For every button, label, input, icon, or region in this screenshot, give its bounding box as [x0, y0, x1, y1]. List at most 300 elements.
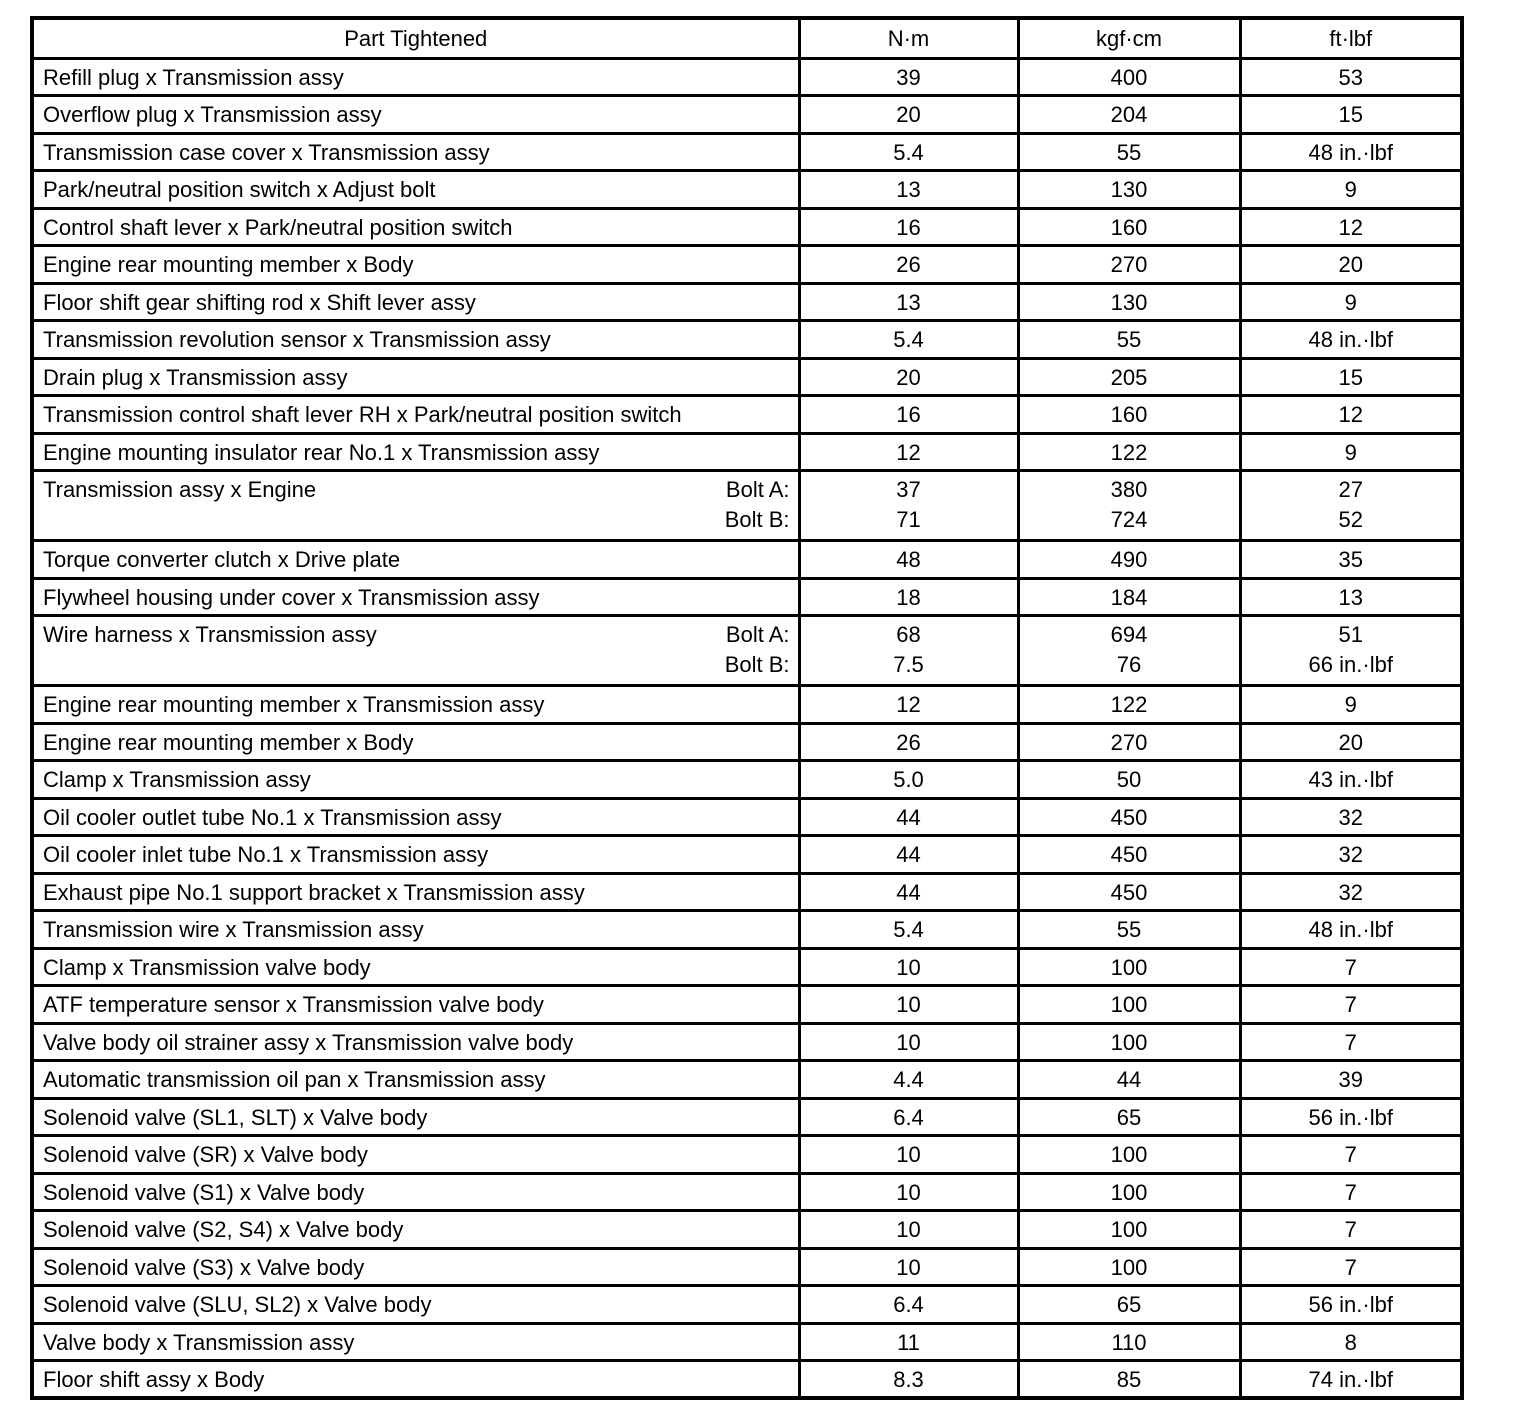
torque-value: 7.5 [893, 652, 924, 677]
ftlbf-value-cell [1240, 1248, 1462, 1286]
torque-value: 11 [897, 1329, 920, 1355]
torque-value: 26 [896, 729, 921, 755]
nm-value-cell [799, 358, 1018, 396]
part-name: Transmission wire x Transmission assy [43, 917, 424, 942]
table-row [32, 321, 1462, 359]
table-row [32, 246, 1462, 284]
part-name: Drain plug x Transmission assy [43, 364, 348, 390]
part-tightened-cell [32, 246, 799, 284]
kgfcm-value-cell [1018, 1323, 1240, 1361]
torque-value: 205 [1110, 364, 1148, 390]
table-row [32, 541, 1462, 579]
table-row [32, 911, 1462, 949]
table-row [32, 1323, 1462, 1361]
torque-value: 32 [1338, 879, 1363, 905]
nm-value-cell [799, 798, 1018, 836]
torque-value: 56 in.·lbf [1308, 1104, 1393, 1130]
kgfcm-value-cell [1018, 541, 1240, 579]
torque-value: 130 [1110, 289, 1148, 315]
part-name: Wire harness x Transmission assy [43, 622, 377, 647]
torque-value: 10 [896, 992, 921, 1017]
ftlbf-value-cell [1240, 1136, 1462, 1174]
part-name: Park/neutral position switch x Adjust bolt [43, 177, 436, 202]
nm-value-cell [799, 1361, 1018, 1399]
torque-value: 100 [1110, 1029, 1148, 1055]
col-header-ftlbf: ft·lbf [1240, 18, 1462, 58]
part-name: Clamp x Transmission valve body [43, 954, 371, 980]
torque-value: 74 in.·lbf [1308, 1367, 1393, 1392]
part-name: ATF temperature sensor x Transmission valve body [43, 992, 544, 1017]
table-row [32, 433, 1462, 471]
nm-value-cell [799, 433, 1018, 471]
ftlbf-value-cell [1240, 761, 1462, 799]
nm-value-cell [799, 836, 1018, 874]
torque-value: 5.4 [893, 327, 924, 352]
ftlbf-value-cell [1240, 1023, 1462, 1061]
torque-value: 100 [1110, 1217, 1148, 1242]
part-name: Engine mounting insulator rear No.1 x Transmission assy [43, 439, 600, 465]
torque-value: 20 [1338, 252, 1363, 277]
table-row [32, 686, 1462, 724]
nm-value-cell [799, 723, 1018, 761]
kgfcm-value-cell [1018, 1061, 1240, 1099]
torque-value: 4.4 [893, 1067, 924, 1092]
kgfcm-value-cell [1018, 1098, 1240, 1136]
torque-value: 694 [1110, 622, 1148, 647]
col-header-kgfcm: kgf·cm [1018, 18, 1240, 58]
ftlbf-value-cell [1240, 1323, 1462, 1361]
torque-value: 122 [1110, 692, 1148, 717]
document-page [30, 16, 1464, 1400]
nm-value-cell [799, 686, 1018, 724]
nm-value-cell [799, 208, 1018, 246]
table-row [32, 1173, 1462, 1211]
nm-value-cell [799, 1211, 1018, 1249]
torque-value: 55 [1116, 327, 1142, 352]
torque-value: 18 [896, 584, 921, 610]
table-row [32, 578, 1462, 616]
torque-value: 100 [1110, 954, 1148, 980]
part-name: Overflow plug x Transmission assy [43, 102, 382, 127]
nm-value-cell [799, 1023, 1018, 1061]
kgfcm-value-cell [1018, 171, 1240, 209]
table-row [32, 1361, 1462, 1399]
kgfcm-value-cell [1018, 616, 1240, 686]
ftlbf-value-cell [1240, 58, 1462, 96]
table-row [32, 1023, 1462, 1061]
table-row [32, 616, 1462, 686]
torque-value: 7 [1344, 1254, 1357, 1280]
nm-value-cell [799, 1286, 1018, 1324]
part-tightened-cell [32, 283, 799, 321]
torque-value: 65 [1116, 1104, 1142, 1130]
ftlbf-value-cell [1240, 358, 1462, 396]
part-tightened-cell [32, 616, 799, 686]
ftlbf-value-cell [1240, 798, 1462, 836]
torque-value: 20 [896, 364, 921, 390]
bolt-label: Bolt B: [724, 652, 790, 677]
ftlbf-value-cell [1240, 686, 1462, 724]
part-tightened-cell [32, 1098, 799, 1136]
torque-value: 8 [1344, 1329, 1357, 1355]
nm-value-cell [799, 1136, 1018, 1174]
part-name: Oil cooler outlet tube No.1 x Transmission assy [43, 804, 502, 830]
nm-value-cell [799, 911, 1018, 949]
part-tightened-cell [32, 1323, 799, 1361]
torque-value: 48 [896, 547, 921, 572]
torque-value: 37 [896, 477, 921, 502]
table-row [32, 1098, 1462, 1136]
part-name: Clamp x Transmission assy [43, 767, 311, 792]
bolt-labels [725, 475, 790, 535]
torque-value: 12 [896, 439, 921, 465]
torque-value: 9 [1344, 289, 1357, 315]
torque-value: 13 [1338, 584, 1363, 610]
ftlbf-value-cell [1240, 616, 1462, 686]
part-name: Solenoid valve (S1) x Valve body [43, 1179, 365, 1205]
torque-value: 450 [1110, 879, 1148, 905]
torque-value: 5.4 [893, 139, 924, 165]
nm-value-cell [799, 321, 1018, 359]
torque-value: 6.4 [893, 1104, 924, 1130]
part-tightened-cell [32, 911, 799, 949]
torque-value: 12 [1338, 402, 1363, 427]
part-name: Valve body oil strainer assy x Transmission valve body [43, 1029, 574, 1055]
ftlbf-value-cell [1240, 396, 1462, 434]
part-name: Solenoid valve (SL1, SLT) x Valve body [43, 1104, 428, 1130]
ftlbf-value-cell [1240, 283, 1462, 321]
table-row [32, 986, 1462, 1024]
torque-value: 12 [896, 692, 921, 717]
torque-value: 15 [1338, 364, 1363, 390]
torque-value: 270 [1110, 729, 1148, 755]
table-row [32, 358, 1462, 396]
torque-value: 48 in.·lbf [1308, 917, 1393, 942]
part-tightened-cell [32, 396, 799, 434]
ftlbf-value-cell [1240, 1286, 1462, 1324]
table-row [32, 208, 1462, 246]
torque-value: 490 [1110, 547, 1148, 572]
part-name: Engine rear mounting member x Body [43, 729, 414, 755]
table-row [32, 96, 1462, 134]
part-tightened-cell [32, 948, 799, 986]
torque-value: 9 [1344, 692, 1357, 717]
part-tightened-cell [32, 1023, 799, 1061]
kgfcm-value-cell [1018, 986, 1240, 1024]
kgfcm-value-cell [1018, 1211, 1240, 1249]
nm-value-cell [799, 1323, 1018, 1361]
torque-value: 5.4 [893, 917, 924, 942]
kgfcm-value-cell [1018, 723, 1240, 761]
nm-value-cell [799, 96, 1018, 134]
nm-value-cell [799, 761, 1018, 799]
table-row [32, 133, 1462, 171]
torque-value: 9 [1344, 439, 1357, 465]
kgfcm-value-cell [1018, 433, 1240, 471]
nm-value-cell [799, 171, 1018, 209]
kgfcm-value-cell [1018, 321, 1240, 359]
torque-value: 204 [1110, 102, 1148, 127]
kgfcm-value-cell [1018, 873, 1240, 911]
ftlbf-value-cell [1240, 836, 1462, 874]
torque-value: 65 [1116, 1292, 1142, 1317]
part-name: Engine rear mounting member x Body [43, 252, 414, 277]
kgfcm-value-cell [1018, 396, 1240, 434]
torque-value: 10 [896, 1254, 921, 1280]
part-tightened-cell [32, 578, 799, 616]
part-tightened-cell [32, 798, 799, 836]
kgfcm-value-cell [1018, 911, 1240, 949]
nm-value-cell [799, 616, 1018, 686]
torque-value: 39 [1338, 1067, 1363, 1092]
ftlbf-value-cell [1240, 1211, 1462, 1249]
ftlbf-value-cell [1240, 986, 1462, 1024]
torque-value: 20 [896, 102, 921, 127]
torque-value: 35 [1338, 547, 1363, 572]
torque-value: 6.4 [893, 1292, 924, 1317]
torque-value: 10 [896, 1179, 921, 1205]
torque-value: 32 [1338, 804, 1363, 830]
torque-value: 27 [1338, 477, 1363, 502]
torque-value: 10 [896, 1142, 921, 1167]
ftlbf-value-cell [1240, 1098, 1462, 1136]
torque-value: 55 [1116, 917, 1142, 942]
torque-value: 44 [896, 879, 921, 905]
part-name: Transmission assy x Engine [43, 477, 317, 502]
ftlbf-value-cell [1240, 471, 1462, 541]
torque-value: 39 [896, 64, 921, 90]
ftlbf-value-cell [1240, 96, 1462, 134]
torque-value: 100 [1110, 1254, 1148, 1280]
part-tightened-cell [32, 761, 799, 799]
table-row [32, 873, 1462, 911]
kgfcm-value-cell [1018, 208, 1240, 246]
part-name: Transmission case cover x Transmission assy [43, 139, 490, 165]
nm-value-cell [799, 1098, 1018, 1136]
torque-value: 450 [1110, 804, 1148, 830]
kgfcm-value-cell [1018, 948, 1240, 986]
torque-spec-table [30, 16, 1464, 1400]
torque-value: 68 [896, 622, 921, 647]
part-name: Solenoid valve (S2, S4) x Valve body [43, 1217, 404, 1242]
torque-value: 7 [1344, 992, 1357, 1017]
kgfcm-value-cell [1018, 1361, 1240, 1399]
torque-value: 380 [1110, 477, 1148, 502]
torque-value: 55 [1116, 139, 1142, 165]
torque-value: 48 in.·lbf [1308, 327, 1393, 352]
part-tightened-cell [32, 358, 799, 396]
nm-value-cell [799, 133, 1018, 171]
torque-value: 7 [1344, 954, 1357, 980]
kgfcm-value-cell [1018, 471, 1240, 541]
part-tightened-cell [32, 58, 799, 96]
nm-value-cell [799, 283, 1018, 321]
table-row [32, 1136, 1462, 1174]
ftlbf-value-cell [1240, 1361, 1462, 1399]
kgfcm-value-cell [1018, 358, 1240, 396]
nm-value-cell [799, 986, 1018, 1024]
col-header-nm: N·m [799, 18, 1018, 58]
nm-value-cell [799, 1248, 1018, 1286]
torque-value: 7 [1344, 1179, 1357, 1205]
torque-value: 5.0 [893, 767, 924, 792]
part-name: Solenoid valve (S3) x Valve body [43, 1254, 365, 1280]
part-tightened-cell [32, 433, 799, 471]
torque-value: 43 in.·lbf [1308, 767, 1393, 792]
nm-value-cell [799, 1061, 1018, 1099]
part-name: Engine rear mounting member x Transmission assy [43, 692, 545, 717]
torque-value: 100 [1110, 1179, 1148, 1205]
ftlbf-value-cell [1240, 433, 1462, 471]
ftlbf-value-cell [1240, 208, 1462, 246]
ftlbf-value-cell [1240, 948, 1462, 986]
nm-value-cell [799, 948, 1018, 986]
part-tightened-cell [32, 1173, 799, 1211]
table-row [32, 58, 1462, 96]
nm-value-cell [799, 471, 1018, 541]
torque-value: 100 [1110, 992, 1148, 1017]
table-row [32, 761, 1462, 799]
torque-value: 50 [1116, 767, 1142, 792]
table-row [32, 1211, 1462, 1249]
torque-value: 16 [896, 402, 921, 427]
part-tightened-cell [32, 1136, 799, 1174]
kgfcm-value-cell [1018, 798, 1240, 836]
torque-value: 160 [1110, 402, 1148, 427]
part-tightened-cell [32, 686, 799, 724]
table-row [32, 1248, 1462, 1286]
part-tightened-cell [32, 1211, 799, 1249]
part-tightened-cell [32, 986, 799, 1024]
torque-value: 10 [896, 1217, 921, 1242]
torque-value: 51 [1338, 622, 1363, 647]
torque-value: 44 [896, 842, 921, 867]
torque-value: 32 [1338, 842, 1363, 867]
torque-value: 53 [1338, 64, 1363, 90]
part-name: Valve body x Transmission assy [43, 1329, 355, 1355]
bolt-label: Bolt A: [725, 477, 790, 502]
part-tightened-cell [32, 96, 799, 134]
part-name: Exhaust pipe No.1 support bracket x Transmission assy [43, 879, 585, 905]
torque-value: 7 [1344, 1217, 1357, 1242]
part-name: Flywheel housing under cover x Transmission assy [43, 584, 540, 610]
torque-value: 16 [896, 214, 921, 240]
part-tightened-cell [32, 1286, 799, 1324]
nm-value-cell [799, 396, 1018, 434]
part-name: Solenoid valve (SLU, SL2) x Valve body [43, 1292, 432, 1317]
ftlbf-value-cell [1240, 911, 1462, 949]
ftlbf-value-cell [1240, 723, 1462, 761]
ftlbf-value-cell [1240, 541, 1462, 579]
part-tightened-cell [32, 1361, 799, 1399]
torque-value: 9 [1344, 177, 1357, 202]
torque-value: 20 [1338, 729, 1363, 755]
torque-value: 52 [1338, 507, 1363, 532]
table-row [32, 171, 1462, 209]
bolt-labels [725, 620, 790, 680]
torque-table-body [32, 58, 1462, 1398]
kgfcm-value-cell [1018, 1173, 1240, 1211]
nm-value-cell [799, 1173, 1018, 1211]
part-tightened-cell [32, 208, 799, 246]
torque-value: 130 [1110, 177, 1148, 202]
torque-value: 13 [896, 289, 921, 315]
torque-value: 122 [1110, 439, 1148, 465]
part-name: Floor shift assy x Body [43, 1367, 265, 1392]
kgfcm-value-cell [1018, 686, 1240, 724]
table-row [32, 723, 1462, 761]
kgfcm-value-cell [1018, 1023, 1240, 1061]
torque-value: 400 [1110, 64, 1148, 90]
torque-value: 270 [1110, 252, 1148, 277]
torque-value: 85 [1116, 1367, 1142, 1392]
ftlbf-value-cell [1240, 1173, 1462, 1211]
torque-value: 7 [1344, 1029, 1357, 1055]
torque-value: 160 [1110, 214, 1148, 240]
col-header-part-tightened: Part Tightened [32, 18, 799, 58]
part-name: Floor shift gear shifting rod x Shift lever assy [43, 289, 476, 315]
nm-value-cell [799, 578, 1018, 616]
table-row [32, 396, 1462, 434]
part-tightened-cell [32, 836, 799, 874]
part-name: Solenoid valve (SR) x Valve body [43, 1142, 368, 1167]
ftlbf-value-cell [1240, 133, 1462, 171]
torque-value: 10 [896, 954, 921, 980]
torque-value: 66 in.·lbf [1308, 652, 1393, 677]
kgfcm-value-cell [1018, 133, 1240, 171]
table-row [32, 471, 1462, 541]
torque-value: 15 [1338, 102, 1363, 127]
ftlbf-value-cell [1240, 246, 1462, 284]
bolt-label: Bolt A: [725, 622, 790, 647]
table-header-row [32, 18, 1462, 58]
table-row [32, 948, 1462, 986]
bolt-label: Bolt B: [724, 507, 790, 532]
table-row [32, 1061, 1462, 1099]
torque-value: 76 [1116, 652, 1142, 677]
part-name: Torque converter clutch x Drive plate [43, 547, 401, 572]
part-name: Control shaft lever x Park/neutral position switch [43, 214, 513, 240]
kgfcm-value-cell [1018, 1286, 1240, 1324]
part-name: Refill plug x Transmission assy [43, 64, 344, 90]
ftlbf-value-cell [1240, 873, 1462, 911]
torque-value: 44 [896, 804, 921, 830]
table-row [32, 283, 1462, 321]
part-name: Oil cooler inlet tube No.1 x Transmission assy [43, 842, 489, 867]
part-tightened-cell [32, 471, 799, 541]
torque-value: 44 [1116, 1067, 1142, 1092]
part-name: Transmission revolution sensor x Transmission assy [43, 327, 551, 352]
part-tightened-cell [32, 1248, 799, 1286]
torque-value: 48 in.·lbf [1308, 139, 1393, 165]
part-tightened-cell [32, 541, 799, 579]
torque-value: 7 [1344, 1142, 1357, 1167]
torque-value: 10 [896, 1029, 921, 1055]
part-tightened-cell [32, 1061, 799, 1099]
part-tightened-cell [32, 723, 799, 761]
part-tightened-cell [32, 171, 799, 209]
kgfcm-value-cell [1018, 96, 1240, 134]
kgfcm-value-cell [1018, 246, 1240, 284]
torque-value: 71 [896, 507, 921, 532]
torque-value: 184 [1110, 584, 1148, 610]
part-name: Automatic transmission oil pan x Transmission assy [43, 1067, 546, 1092]
kgfcm-value-cell [1018, 578, 1240, 616]
part-tightened-cell [32, 873, 799, 911]
kgfcm-value-cell [1018, 283, 1240, 321]
ftlbf-value-cell [1240, 578, 1462, 616]
ftlbf-value-cell [1240, 321, 1462, 359]
